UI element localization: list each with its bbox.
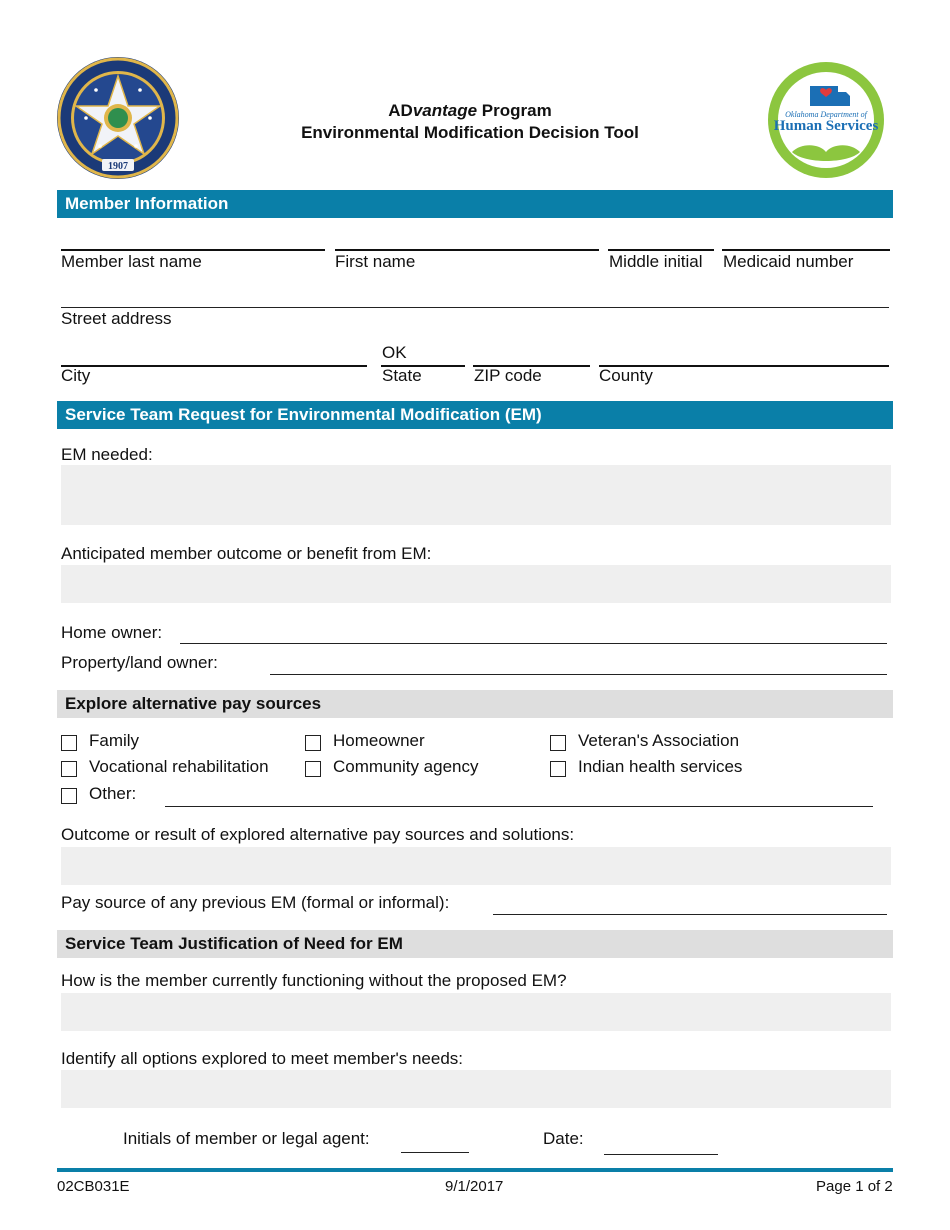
last-name-label: Member last name <box>61 252 202 271</box>
street-address-field[interactable] <box>61 307 889 308</box>
vocational-rehabilitation-checkbox[interactable] <box>61 761 77 777</box>
previous-em-pay-source-field[interactable] <box>493 914 887 915</box>
home-owner-label: Home owner: <box>61 623 163 642</box>
medicaid-number-field[interactable] <box>722 249 890 251</box>
em-needed-label: EM needed: <box>61 445 153 464</box>
dhs-logo-line1: Oklahoma Department of <box>785 110 867 119</box>
other-field[interactable] <box>165 806 873 807</box>
community-agency-checkbox[interactable] <box>305 761 321 777</box>
options-explored-label: Identify all options explored to meet member's needs: <box>61 1049 464 1068</box>
homeowner-label: Homeowner <box>333 731 425 750</box>
last-name-field[interactable] <box>61 249 325 251</box>
veterans-association-label: Veteran's Association <box>578 731 740 750</box>
page-title: ADvantage Program <box>388 101 552 120</box>
initials-label: Initials of member or legal agent: <box>123 1129 370 1148</box>
footer-rule <box>57 1168 893 1172</box>
medicaid-number-label: Medicaid number <box>723 252 854 271</box>
justification-header: Service Team Justification of Need for EM <box>57 930 893 958</box>
family-label: Family <box>89 731 140 750</box>
alternative-outcome-label: Outcome or result of explored alternative pay sources and solutions: <box>61 825 575 844</box>
options-explored-field[interactable] <box>61 1070 891 1108</box>
current-functioning-label: How is the member currently functioning without the proposed EM? <box>61 971 567 990</box>
home-owner-field[interactable] <box>180 643 887 644</box>
other-label: Other: <box>89 784 137 803</box>
indian-health-services-checkbox[interactable] <box>550 761 566 777</box>
anticipated-outcome-field[interactable] <box>61 565 891 603</box>
county-label: County <box>599 366 653 385</box>
oklahoma-seal-logo <box>56 56 180 180</box>
date-label: Date: <box>543 1129 584 1148</box>
current-functioning-field[interactable] <box>61 993 891 1031</box>
state-value: OK <box>382 343 407 362</box>
veterans-association-checkbox[interactable] <box>550 735 566 751</box>
first-name-field[interactable] <box>335 249 599 251</box>
seal-year: 1907 <box>108 161 128 172</box>
family-checkbox[interactable] <box>61 735 77 751</box>
community-agency-label: Community agency <box>333 757 479 776</box>
page-subtitle: Environmental Modification Decision Tool <box>301 123 639 142</box>
form-number: 02CB031E <box>57 1178 130 1195</box>
state-label: State <box>382 366 422 385</box>
middle-initial-field[interactable] <box>608 249 714 251</box>
revision-date: 9/1/2017 <box>445 1178 504 1195</box>
indian-health-services-label: Indian health services <box>578 757 743 776</box>
date-field[interactable] <box>604 1154 718 1155</box>
city-label: City <box>61 366 91 385</box>
anticipated-outcome-label: Anticipated member outcome or benefit from EM: <box>61 544 432 563</box>
dhs-logo <box>762 60 890 180</box>
street-address-label: Street address <box>61 309 172 328</box>
middle-initial-label: Middle initial <box>609 252 703 271</box>
city-field[interactable] <box>61 365 367 367</box>
zip-code-label: ZIP code <box>474 366 542 385</box>
first-name-label: First name <box>335 252 416 271</box>
other-checkbox[interactable] <box>61 788 77 804</box>
em-needed-field[interactable] <box>61 465 891 525</box>
page-number: Page 1 of 2 <box>816 1178 893 1195</box>
dhs-logo-line2: Human Services <box>773 118 879 134</box>
alternative-outcome-field[interactable] <box>61 847 891 885</box>
alternative-pay-sources-header: Explore alternative pay sources <box>57 690 893 718</box>
previous-em-pay-source-label: Pay source of any previous EM (formal or informal): <box>61 893 450 912</box>
service-team-request-header: Service Team Request for Environmental Modification (EM) <box>57 401 893 429</box>
property-owner-label: Property/land owner: <box>61 653 218 672</box>
property-owner-field[interactable] <box>270 674 887 675</box>
vocational-rehabilitation-label: Vocational rehabilitation <box>89 757 269 776</box>
initials-field[interactable] <box>401 1152 469 1153</box>
homeowner-checkbox[interactable] <box>305 735 321 751</box>
member-information-header: Member Information <box>57 190 893 218</box>
